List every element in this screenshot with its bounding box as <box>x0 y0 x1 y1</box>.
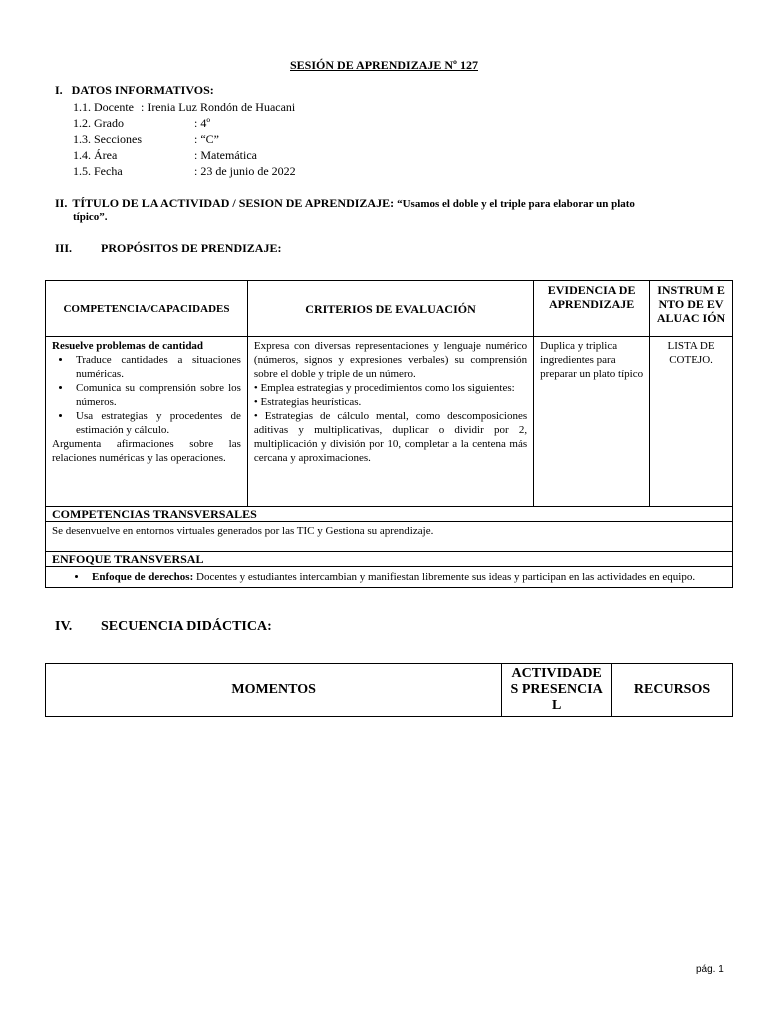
info-label: 1.1. Docente <box>73 100 134 114</box>
criterios-cell <box>247 337 533 507</box>
info-row-secciones <box>73 131 219 147</box>
criterio-text: • Estrategias heurísticas. <box>253 396 362 408</box>
header-competencia: COMPETENCIA/CAPACIDADES <box>46 281 248 337</box>
criterio-text: • Emplea estrategias y procedimientos como los siguientes: <box>253 382 515 394</box>
transversales-text: Se desenvuelve en entornos virtuales generados por las TIC y Gestiona su aprendizaje. <box>46 522 733 552</box>
info-value: : Irenia Luz Rondón de Huacani <box>140 100 296 114</box>
info-value: : 23 de junio de 2022 <box>194 164 296 178</box>
capacidad-item: • Comunica su comprensión sobre los números. <box>72 381 241 409</box>
sequence-table <box>45 663 733 717</box>
transversales-header: COMPETENCIAS TRANSVERSALES <box>46 507 733 522</box>
header-evidencia: EVIDENCIA DE APRENDIZAJE <box>534 281 650 337</box>
header-momentos: MOMENTOS <box>46 664 502 717</box>
purposes-table <box>45 280 733 588</box>
section-2-title: TÍTULO DE LA ACTIVIDAD / SESION DE APRENDIZAJE: <box>72 196 395 210</box>
section-4-title: SECUENCIA DIDÁCTICA: <box>101 619 272 634</box>
enfoque-cell <box>46 567 733 588</box>
capacidad-item: • Usa estrategias y procedentes de estimación y cálculo. <box>72 409 241 437</box>
info-label: 1.4. Área <box>73 148 118 162</box>
competencia-title: Resuelve problemas de cantidad <box>52 340 204 352</box>
section-1-heading <box>55 83 214 98</box>
enfoque-label: Enfoque de derechos: <box>92 571 194 583</box>
section-3-title: PROPÓSITOS DE PRENDIZAJE: <box>101 241 282 255</box>
capacidad-item: • Traduce cantidades a situaciones numéricas. <box>72 353 241 381</box>
evidencia-cell: Duplica y triplica ingredientes para preparar un plato típico <box>534 337 650 507</box>
header-recursos: RECURSOS <box>612 664 733 717</box>
info-row-docente <box>73 99 295 115</box>
enfoque-list <box>52 570 726 584</box>
header-actividades: ACTIVIDADE S PRESENCIAL <box>502 664 612 717</box>
enfoque-header: ENFOQUE TRANSVERSAL <box>46 552 733 567</box>
section-1-title: DATOS INFORMATIVOS: <box>71 83 214 97</box>
info-value: : Matemática <box>194 148 257 162</box>
argumenta-text: Argumenta afirmaciones sobre las relaciones numéricas y las operaciones. <box>52 438 241 464</box>
info-row-fecha <box>73 163 296 179</box>
info-row-grado <box>73 115 210 131</box>
activity-title-line2: típico”. <box>73 211 108 223</box>
section-1-number: I. <box>55 83 63 97</box>
activity-title-line1: “Usamos el doble y el triple para elaborar un plato <box>397 198 635 210</box>
section-3-number: III. <box>55 241 73 255</box>
capacidades-list <box>52 353 241 437</box>
document-title: SESIÓN DE APRENDIZAJE Nº 127 <box>290 58 478 72</box>
enfoque-text: Docentes y estudiantes intercambian y manifiestan libremente sus ideas y participan en las actividades en equipo. <box>193 571 696 583</box>
info-label: 1.2. Grado <box>73 116 124 130</box>
enfoque-item <box>88 570 726 584</box>
criterio-text: • Estrategias de cálculo mental, como descomposiciones aditivas y multiplicativas, duplicar o dividir por 2, multiplicación y división por 10, completar a la centena más cercana y aproximaciones. <box>253 410 528 464</box>
page-number: pág. 1 <box>696 964 724 975</box>
info-value: : 4º <box>194 116 211 130</box>
criterio-text: Expresa con diversas representaciones y lenguaje numérico (números, signos y expresiones verbales) su comprensión sobre el doble y triple de un número. <box>253 340 528 380</box>
info-label: 1.5. Fecha <box>73 164 123 178</box>
competencia-cell <box>46 337 248 507</box>
header-criterios: CRITERIOS DE EVALUACIÓN <box>247 281 533 337</box>
instrumento-cell: LISTA DE COTEJO. <box>650 337 733 507</box>
info-value: : “C” <box>194 132 219 146</box>
header-instrumento: INSTRUM ENTO DE EVALUAC IÓN <box>650 281 733 337</box>
section-2-heading <box>55 195 715 212</box>
section-4-number: IV. <box>55 619 73 634</box>
info-label: 1.3. Secciones <box>73 132 142 146</box>
info-row-area <box>73 147 257 163</box>
section-2-number: II. <box>55 196 68 210</box>
